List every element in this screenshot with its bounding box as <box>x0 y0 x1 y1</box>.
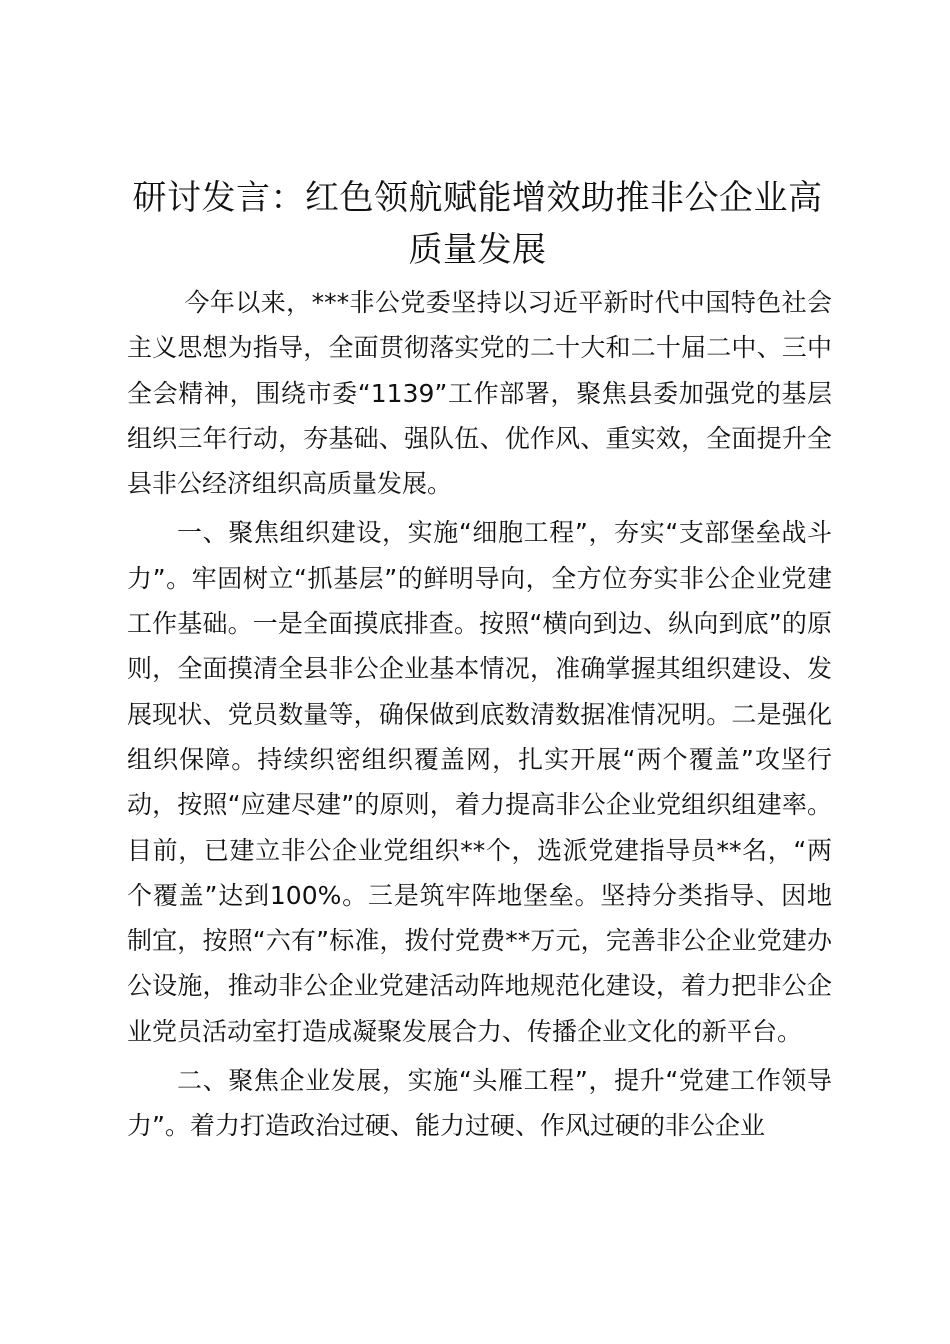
paragraph-section-2: 二、聚焦企业发展，实施“头雁工程”，提升“党建工作领导力”。着力打造政治过硬、能力过硬、作风过硬的非公企业 <box>127 1066 832 1141</box>
paragraph-section-1: 一、聚焦组织建设，实施“细胞工程”，夯实“支部堡垒战斗力”。牢固树立“抓基层”的鲜明导向，全方位夯实非公企业党建工作基础。一是全面摸底排查。按照“横向到边、纵向到底”的原则，全面摸清全县非公企业基本情况，准确掌握其组织建设、发展现状、党员数量等，确保做到底数清数据准情况明。二是强化组织保障。持续织密组织覆盖网，扎实开展“两个覆盖”攻坚行动，按照“应建尽建”的原则，着力提高非公企业党组织组建率。目前，已建立非公企业党组织**个，选派党建指导员**名，“两个覆盖”达到100%。三是筑牢阵地堡垒。坚持分类指导、因地制宜，按照“六有”标准，拨付党费**万元，完善非公企业党建办公设施，推动非公企业党建活动阵地规范化建设，着力把非公企业党员活动室打造成凝聚发展合力、传播企业文化的新平台。 <box>127 518 832 1046</box>
paragraph-intro: 今年以来，***非公党委坚持以习近平新时代中国特色社会主义思想为指导，全面贯彻落实党的二十大和二十届二中、三中全会精神，围绕市委“1139”工作部署，聚焦县委加强党的基层组织三年行动，夯基础、强队伍、优作风、重实效，全面提升全县非公经济组织高质量发展。 <box>127 288 832 499</box>
document-title: 研讨发言：红色领航赋能增效助推非公企业高质量发展 <box>132 178 823 270</box>
document-body <box>127 280 832 1149</box>
